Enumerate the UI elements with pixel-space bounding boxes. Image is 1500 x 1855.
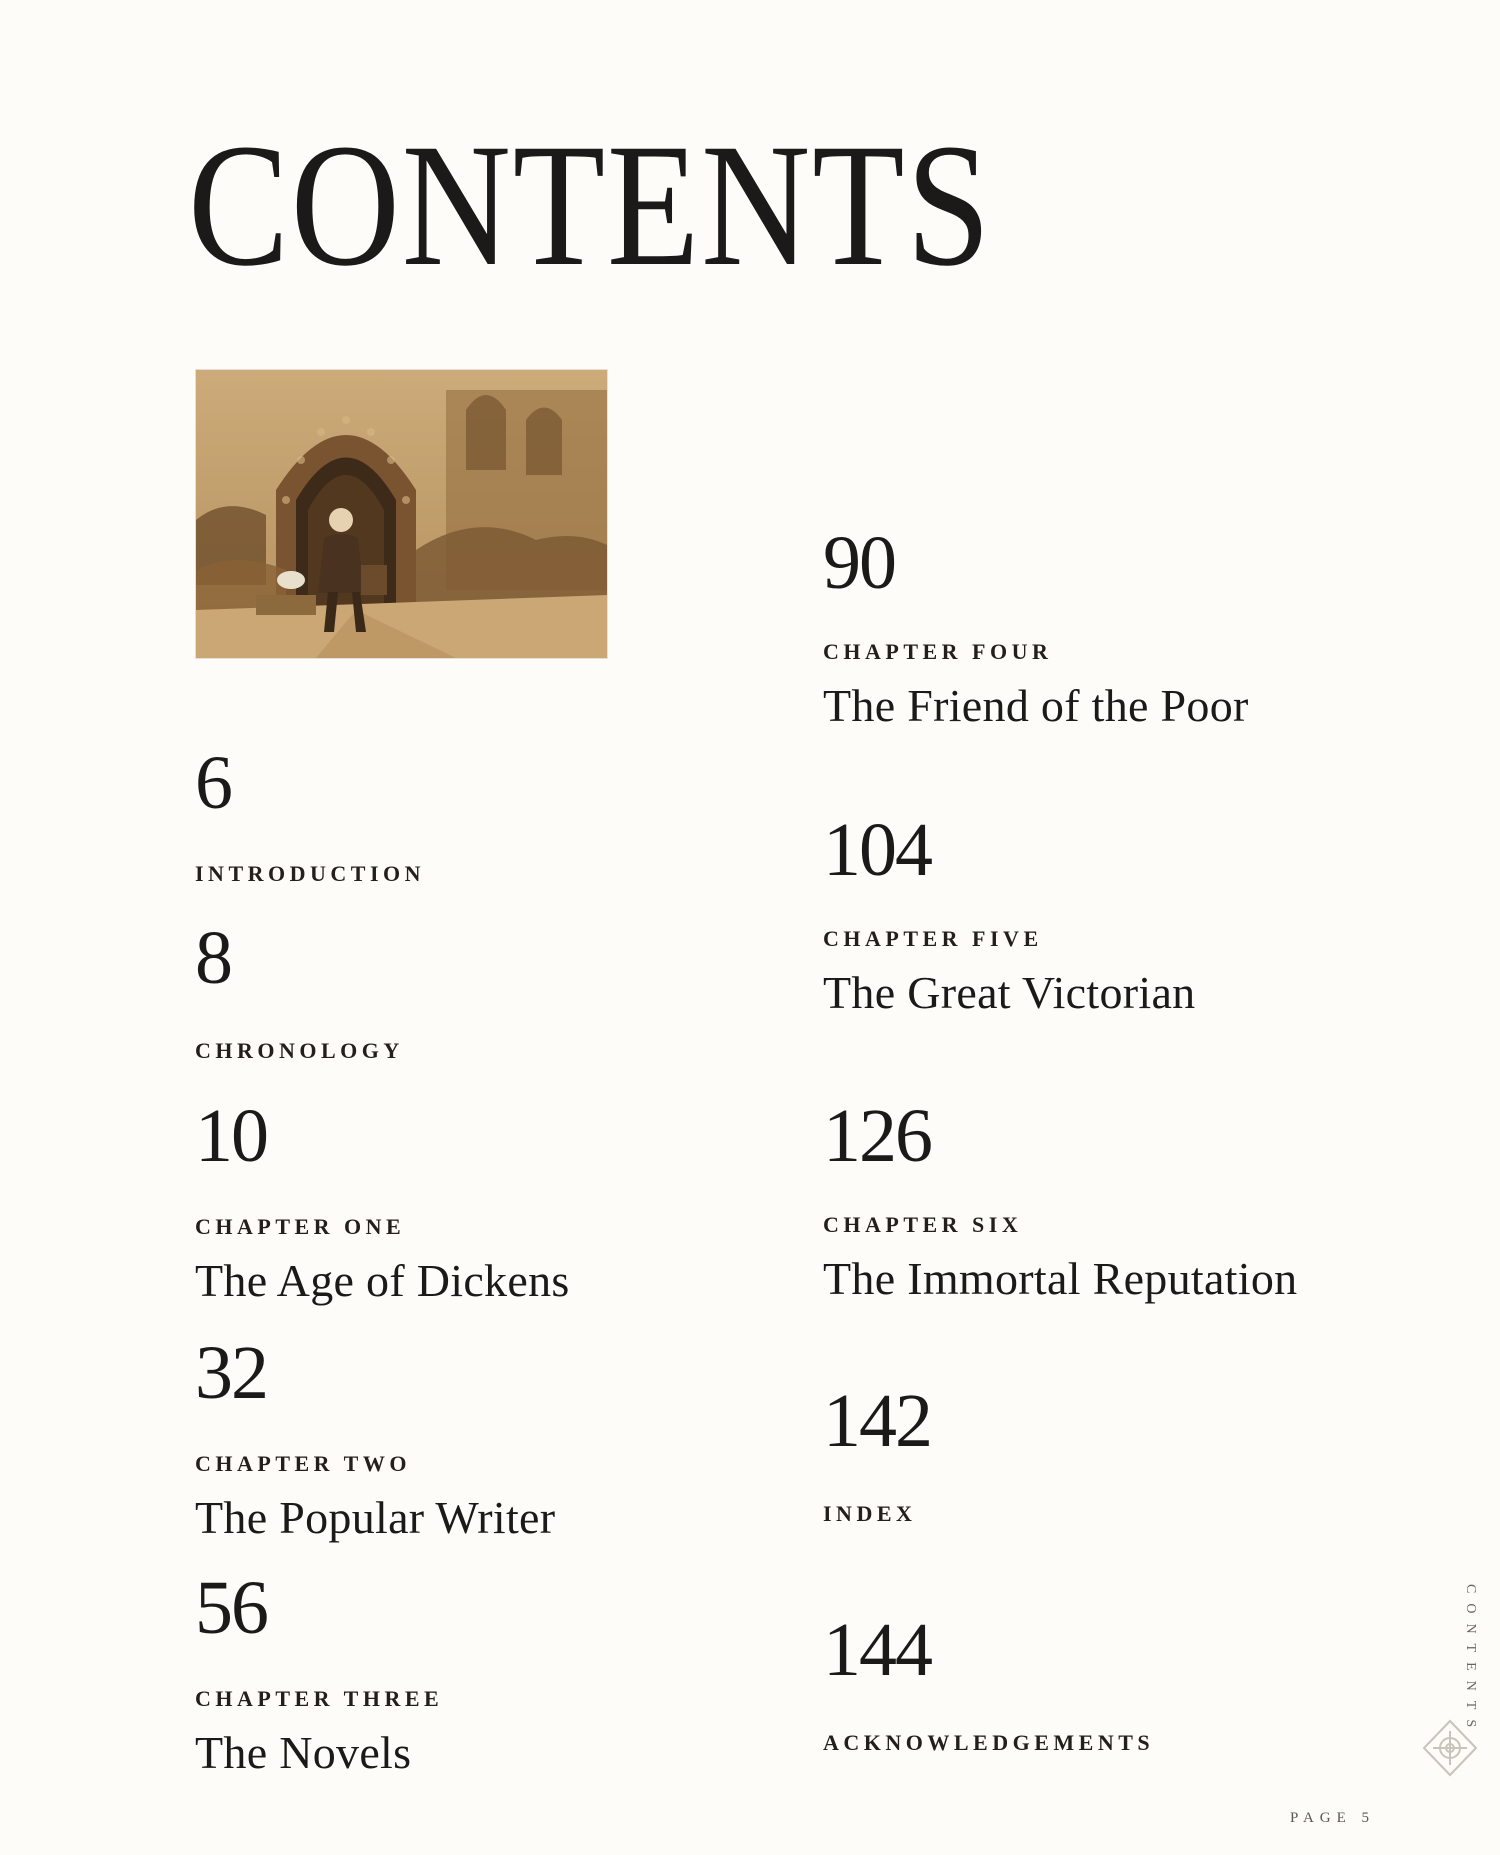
entry-label: CHAPTER SIX <box>823 1212 1023 1237</box>
entry-title: The Age of Dickens <box>195 1255 570 1306</box>
entry-title: The Great Victorian <box>823 967 1196 1018</box>
side-running-head: CONTENTS <box>1463 1584 1478 1738</box>
page-number: 8 <box>195 916 231 1000</box>
entry-label: CHAPTER ONE <box>195 1214 406 1239</box>
toc-entry-chapter-one[interactable] <box>195 1094 570 1306</box>
floral-ornament-icon <box>1420 1717 1480 1779</box>
entry-title: The Novels <box>195 1727 412 1778</box>
sepia-illustration <box>196 370 607 658</box>
toc-entry-acknowledgements[interactable] <box>823 1608 1155 1755</box>
toc-entry-index[interactable] <box>823 1379 931 1526</box>
entry-label: ACKNOWLEDGEMENTS <box>823 1730 1155 1755</box>
entry-label: INTRODUCTION <box>195 861 426 886</box>
page-number: 126 <box>823 1094 931 1178</box>
toc-entry-chapter-two[interactable] <box>195 1331 556 1543</box>
page-number: 10 <box>195 1094 267 1178</box>
toc-entry-introduction[interactable] <box>195 741 426 886</box>
entry-label: INDEX <box>823 1501 917 1526</box>
page-number: 104 <box>823 808 931 892</box>
entry-label: CHRONOLOGY <box>195 1038 404 1063</box>
toc-entry-chapter-three[interactable] <box>195 1566 444 1778</box>
toc-entry-chapter-six[interactable] <box>823 1094 1298 1304</box>
toc-entry-chapter-four[interactable] <box>823 521 1249 731</box>
entry-title: The Friend of the Poor <box>823 680 1249 731</box>
entry-label: CHAPTER FIVE <box>823 926 1043 951</box>
page-number: 144 <box>823 1608 931 1692</box>
toc-entry-chapter-five[interactable] <box>823 808 1196 1018</box>
page-number: 6 <box>195 741 231 825</box>
page-number: 32 <box>195 1331 267 1415</box>
entry-label: CHAPTER FOUR <box>823 639 1053 664</box>
page-folio: PAGE 5 <box>1290 1810 1376 1826</box>
entry-title: The Popular Writer <box>195 1492 556 1543</box>
page-number: 90 <box>823 521 895 605</box>
entry-label: CHAPTER THREE <box>195 1686 444 1711</box>
gothic-ruin-picture <box>196 370 607 658</box>
page-number: 142 <box>823 1379 931 1463</box>
page-number: 56 <box>195 1566 267 1650</box>
entry-label: CHAPTER TWO <box>195 1451 411 1476</box>
page-title: CONTENTS <box>188 108 993 303</box>
toc-entry-chronology[interactable] <box>195 916 404 1063</box>
entry-title: The Immortal Reputation <box>823 1253 1298 1304</box>
